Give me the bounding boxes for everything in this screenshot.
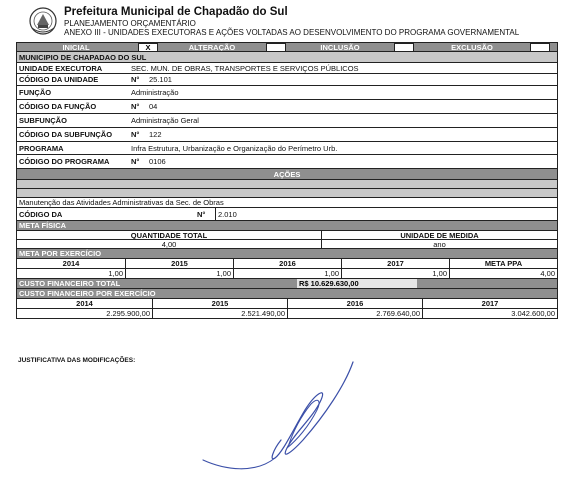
custo-total-label: CUSTO FINANCEIRO TOTAL	[19, 279, 121, 288]
quantidade-total-value: 4,00	[161, 240, 177, 248]
codigo-funcao-label: CÓDIGO DA FUNÇÃO	[19, 102, 97, 111]
codigo-subfuncao-row	[16, 128, 558, 142]
custo-exercicio-col-2016: 2016	[287, 299, 422, 308]
unidade-medida-label: UNIDADE DE MEDIDA	[321, 231, 557, 239]
custo-exercicio-columns	[16, 299, 558, 309]
document-header	[28, 4, 568, 42]
acoes-header	[16, 169, 558, 180]
codigo-funcao-value: 04	[149, 102, 158, 111]
meta-fisica-values	[16, 240, 558, 249]
acoes-codigo-row	[16, 208, 558, 221]
acoes-codigo-num-prefix: N°	[197, 209, 206, 219]
unidade-executora-label: UNIDADE EXECUTORA	[19, 63, 103, 73]
status-alteracao-label: ALTERAÇÃO	[188, 43, 236, 51]
codigo-subfuncao-label: CÓDIGO DA SUBFUNÇÃO	[19, 130, 113, 139]
municipal-seal-icon	[28, 6, 58, 36]
acoes-codigo-label: CÓDIGO DA	[19, 209, 63, 219]
custo-total-value: R$ 10.629.630,00	[297, 279, 417, 288]
meta-exercicio-val-2014: 1,00	[108, 269, 123, 278]
custo-exercicio-values	[16, 309, 558, 319]
status-bar	[16, 42, 558, 52]
meta-fisica-title: META FÍSICA	[19, 221, 67, 230]
codigo-funcao-row	[16, 100, 558, 114]
meta-exercicio-col-ppa: META PPA	[449, 259, 557, 268]
justificativa-label: JUSTIFICATIVA DAS MODIFICAÇÕES:	[18, 357, 136, 364]
codigo-subfuncao-value: 122	[149, 130, 162, 139]
acoes-spacer-2	[16, 189, 558, 198]
funcao-label: FUNÇÃO	[19, 88, 52, 97]
unidade-executora-row	[16, 63, 558, 74]
custo-exercicio-col-2015: 2015	[152, 299, 287, 308]
meta-exercicio-values	[16, 269, 558, 279]
codigo-programa-label: CÓDIGO DO PROGRAMA	[19, 157, 110, 166]
codigo-funcao-num-prefix: N°	[131, 102, 140, 111]
acoes-description-row	[16, 198, 558, 208]
custo-exercicio-val-2016: 2.769.640,00	[287, 309, 422, 318]
programa-row	[16, 142, 558, 155]
codigo-unidade-num-prefix: N°	[131, 75, 140, 84]
meta-exercicio-val-ppa: 4,00	[449, 269, 557, 278]
unidade-medida-value: ano	[321, 240, 557, 248]
acoes-description: Manutenção das Atividades Administrativas da Sec. de Obras	[19, 198, 224, 207]
meta-exercicio-val-2016: 1,00	[233, 269, 341, 278]
codigo-programa-value: 0106	[149, 157, 166, 166]
status-inicial-checkbox[interactable]: X	[138, 43, 158, 52]
subfuncao-label: SUBFUNÇÃO	[19, 116, 67, 125]
unidade-executora-value: SEC. MUN. DE OBRAS, TRANSPORTES E SERVIÇOS PÚBLICOS	[131, 63, 359, 73]
meta-exercicio-header	[16, 249, 558, 259]
budget-form	[16, 42, 558, 319]
custo-exercicio-val-2014: 2.295.900,00	[106, 309, 150, 318]
meta-fisica-labels	[16, 231, 558, 240]
status-alteracao-checkbox[interactable]	[266, 43, 286, 52]
meta-fisica-header	[16, 221, 558, 231]
municipio-row	[16, 52, 558, 63]
programa-value: Infra Estrutura, Urbanização e Organização do Perímetro Urb.	[131, 143, 338, 153]
status-exclusao-label: EXCLUSÃO	[451, 43, 493, 51]
status-inclusao-label: INCLUSÃO	[320, 43, 360, 51]
quantidade-total-label: QUANTIDADE TOTAL	[130, 231, 208, 239]
status-inicial-label: INICIAL	[62, 43, 90, 51]
annex-title: ANEXO III - UNIDADES EXECUTORAS E AÇÕES VOLTADAS AO DESENVOLVIMENTO DO PROGRAMA GOVERNAMENTAL	[64, 28, 520, 37]
codigo-unidade-row	[16, 74, 558, 86]
meta-exercicio-title: META POR EXERCÍCIO	[19, 249, 102, 258]
codigo-unidade-label: CÓDIGO DA UNIDADE	[19, 75, 99, 84]
acoes-codigo-value: 2.010	[215, 208, 265, 220]
meta-exercicio-col-2014: 2014	[62, 259, 80, 268]
custo-exercicio-val-2017: 3.042.600,00	[422, 309, 557, 318]
subfuncao-value: Administração Geral	[131, 116, 199, 125]
meta-exercicio-col-2016: 2016	[233, 259, 341, 268]
subfuncao-row	[16, 114, 558, 128]
codigo-programa-num-prefix: N°	[131, 157, 140, 166]
programa-label: PROGRAMA	[19, 143, 64, 153]
handwritten-signature	[195, 360, 375, 475]
funcao-value: Administração	[131, 88, 179, 97]
custo-exercicio-col-2014: 2014	[76, 299, 93, 308]
meta-exercicio-col-2015: 2015	[125, 259, 233, 268]
custo-total-row	[16, 279, 558, 289]
municipio-name: MUNICIPIO DE CHAPADAO DO SUL	[19, 52, 147, 62]
custo-exercicio-title: CUSTO FINANCEIRO POR EXERCÍCIO	[19, 289, 156, 298]
codigo-subfuncao-num-prefix: N°	[131, 130, 140, 139]
acoes-spacer-1	[16, 180, 558, 189]
codigo-programa-row	[16, 155, 558, 169]
status-exclusao-checkbox[interactable]	[530, 43, 550, 52]
meta-exercicio-columns	[16, 259, 558, 269]
custo-exercicio-header	[16, 289, 558, 299]
status-inclusao-checkbox[interactable]	[394, 43, 414, 52]
funcao-row	[16, 86, 558, 100]
codigo-unidade-value: 25.101	[149, 75, 172, 84]
acoes-title: AÇÕES	[273, 169, 301, 179]
custo-exercicio-val-2015: 2.521.490,00	[152, 309, 287, 318]
meta-exercicio-col-2017: 2017	[341, 259, 449, 268]
page-subtitle: PLANEJAMENTO ORÇAMENTÁRIO	[64, 19, 196, 28]
custo-exercicio-col-2017: 2017	[422, 299, 557, 308]
page-title: Prefeitura Municipal de Chapadão do Sul	[64, 6, 288, 18]
meta-exercicio-val-2015: 1,00	[125, 269, 233, 278]
meta-exercicio-val-2017: 1,00	[341, 269, 449, 278]
